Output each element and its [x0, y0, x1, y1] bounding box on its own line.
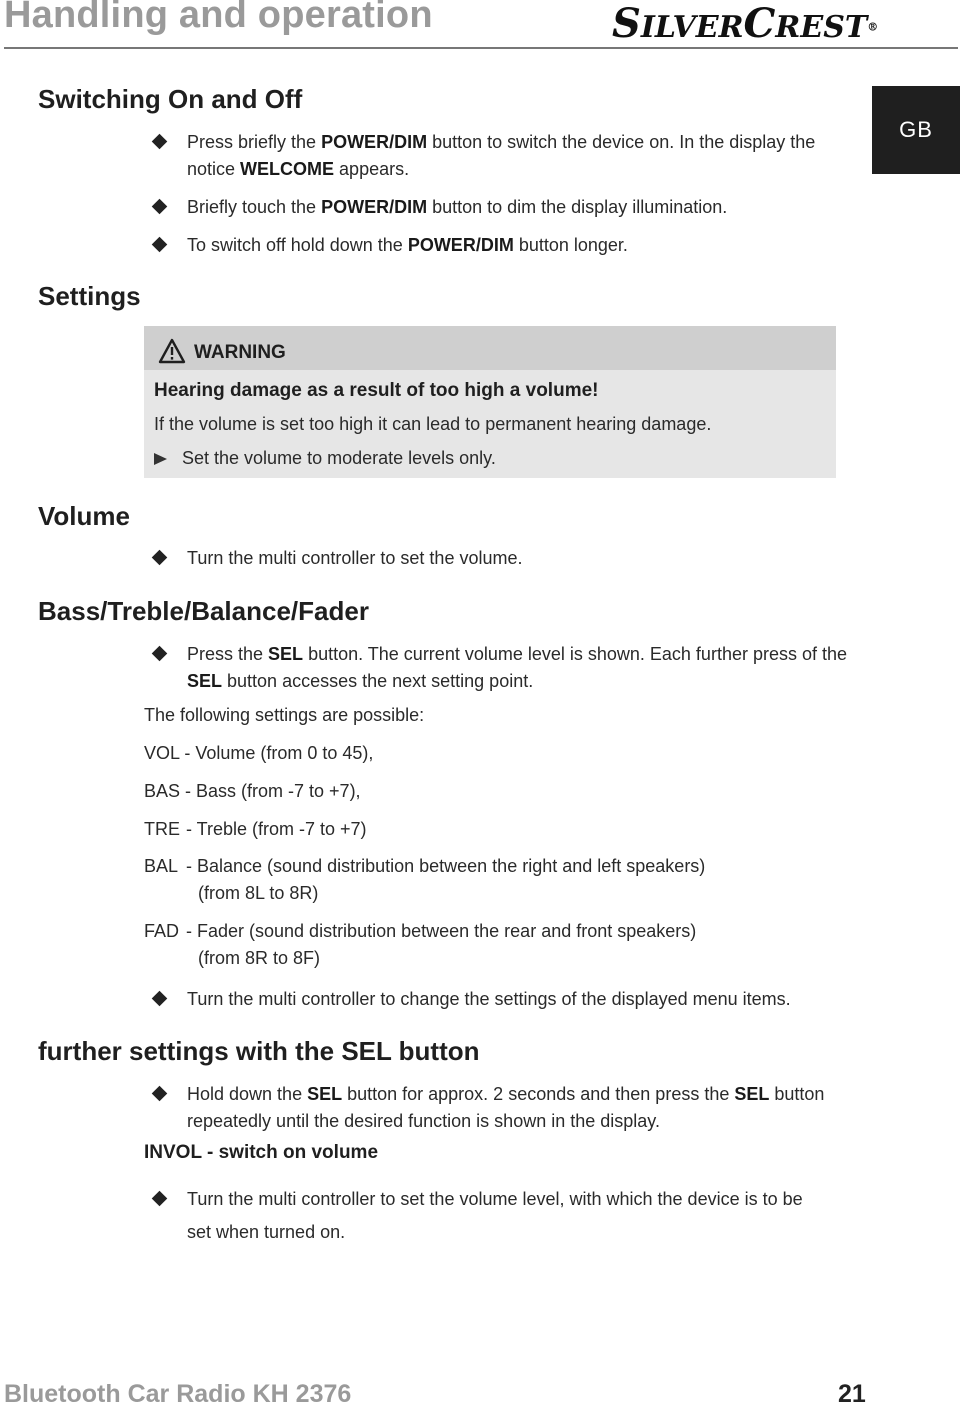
page-number: 21	[838, 1380, 866, 1408]
bold-term: POWER/DIM	[321, 197, 428, 217]
text-run: button for approx. 2 seconds and then press the	[342, 1084, 735, 1104]
text-run: Briefly touch the	[187, 197, 322, 217]
warning-text: If the volume is set too high it can lead to permanent hearing damage.	[154, 414, 712, 434]
header-divider	[4, 47, 958, 49]
text-run: Turn the multi controller to set the volume level, with which the device is to be	[187, 1189, 803, 1209]
arrow-right-icon	[154, 453, 167, 465]
setting-code: BAL	[144, 856, 179, 876]
text-run: To switch off hold down the	[187, 235, 408, 255]
brand-logo	[612, 0, 878, 47]
text-run: Press the	[187, 644, 269, 664]
diamond-bullet-icon	[152, 237, 168, 253]
section-heading-settings: Settings	[38, 281, 141, 311]
setting-range: (from 8R to 8F)	[198, 948, 321, 968]
brand-letter-c: C	[743, 0, 776, 47]
page-header-title: Handling and operation	[4, 0, 433, 36]
brand-registered-mark: ®	[867, 20, 879, 34]
setting-bas: BAS - Bass (from -7 to +7),	[144, 781, 361, 801]
bold-term: WELCOME	[240, 159, 335, 179]
setting-vol: VOL - Volume (from 0 to 45),	[144, 743, 374, 763]
diamond-bullet-icon	[152, 550, 168, 566]
brand-letter-s: S	[612, 0, 641, 47]
warning-subtitle: Hearing damage as a result of too high a volume!	[154, 380, 599, 401]
bold-term: SEL	[268, 644, 304, 664]
diamond-bullet-icon	[152, 1191, 168, 1207]
bold-term: POWER/DIM	[321, 132, 428, 152]
setting-code: TRE	[144, 819, 180, 839]
language-tab-label: GB	[899, 117, 933, 142]
text-run: button to dim the display illumination.	[427, 197, 728, 217]
brand-ilver: ILVER	[640, 10, 744, 45]
text-run: set when turned on.	[187, 1222, 346, 1242]
language-tab	[872, 86, 960, 174]
setting-code: FAD	[144, 921, 180, 941]
text-run: appears.	[334, 159, 410, 179]
section-heading-switching: Switching On and Off	[38, 84, 303, 114]
diamond-bullet-icon	[152, 134, 168, 150]
text-run: Press briefly the	[187, 132, 322, 152]
subheading-invol: INVOL - switch on volume	[144, 1142, 379, 1163]
text-run: button longer.	[513, 235, 628, 255]
bold-term: SEL	[734, 1084, 770, 1104]
diamond-bullet-icon	[152, 199, 168, 215]
brand-rest: REST	[775, 10, 868, 45]
section-heading-further-settings: further settings with the SEL button	[38, 1036, 480, 1066]
diamond-bullet-icon	[152, 646, 168, 662]
text-run: button repeatedly until the desired function is shown in the display.	[187, 1084, 825, 1131]
warning-title: WARNING	[194, 342, 286, 363]
setting-description: - Fader (sound distribution between the rear and front speakers)	[186, 921, 697, 941]
setting-description: - Balance (sound distribution between the right and left speakers)	[186, 856, 706, 876]
text-run: button accesses the next setting point.	[222, 671, 534, 691]
footer-title: Bluetooth Car Radio KH 2376	[4, 1380, 352, 1408]
warning-action: Set the volume to moderate levels only.	[182, 448, 496, 468]
bold-term: SEL	[187, 671, 223, 691]
text-run: button. The current volume level is shown. Each further press of the	[303, 644, 848, 664]
section-heading-bass-treble: Bass/Treble/Balance/Fader	[38, 596, 369, 626]
settings-intro: The following settings are possible:	[144, 705, 425, 725]
bold-term: SEL	[307, 1084, 343, 1104]
text-run: button to switch the device on. In the display the notice	[187, 132, 816, 179]
diamond-bullet-icon	[152, 991, 168, 1007]
setting-range: (from 8L to 8R)	[198, 883, 319, 903]
setting-description: - Treble (from -7 to +7)	[186, 819, 367, 839]
text-run: Hold down the	[187, 1084, 308, 1104]
section-heading-volume: Volume	[38, 501, 130, 531]
bold-term: POWER/DIM	[407, 235, 514, 255]
warning-triangle-icon	[158, 338, 186, 364]
diamond-bullet-icon	[152, 1086, 168, 1102]
